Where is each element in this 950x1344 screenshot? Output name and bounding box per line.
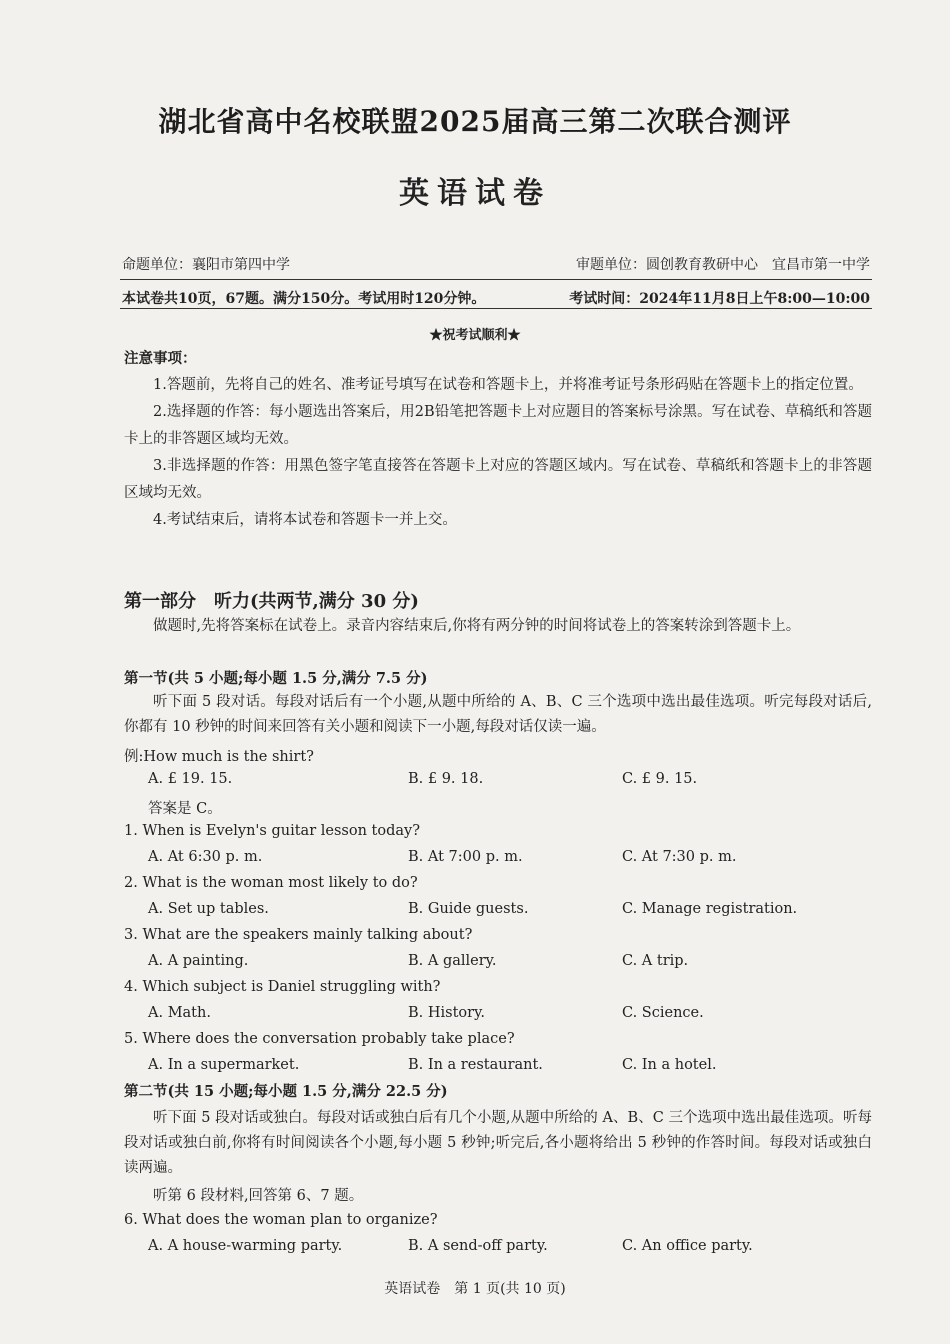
exam-title: 湖北省高中名校联盟2025届高三第二次联合测评 bbox=[158, 105, 792, 138]
question-3: 3. What are the speakers mainly talking about? bbox=[124, 927, 473, 943]
option-b: B. In a restaurant. bbox=[408, 1057, 543, 1073]
notice-list bbox=[124, 372, 872, 534]
section-one-intro: 听下面 5 段对话。每段对话后有一个小题,从题中所给的 A、B、C 三个选项中选出最佳选项。听完每段对话后,你都有 10 秒钟的时间来回答有关小题和阅读下一小题,每段对话仅读一遍。 bbox=[124, 694, 872, 735]
option-b: B. A send-off party. bbox=[408, 1238, 548, 1254]
example-answer-text: 答案是 C。 bbox=[148, 801, 222, 817]
notice-item: 3.非选择题的作答：用黑色签字笔直接答在答题卡上对应的答题区域内。写在试卷、草稿纸和答题卡上的非答题区域均无效。 bbox=[124, 458, 872, 501]
option-c: C. In a hotel. bbox=[622, 1057, 717, 1073]
option-a: A. Math. bbox=[148, 1005, 211, 1021]
option-c: C. A trip. bbox=[622, 953, 689, 969]
question-1-options bbox=[148, 849, 872, 865]
page-footer: 英语试卷 第 1 页(共 10 页) bbox=[384, 1281, 566, 1297]
authorship-row bbox=[122, 254, 870, 274]
question-1: 1. When is Evelyn's guitar lesson today? bbox=[124, 823, 420, 839]
option-b: B. At 7:00 p. m. bbox=[408, 849, 523, 865]
question-3-options bbox=[148, 953, 872, 969]
section-one-heading: 第一节(共 5 小题;每小题 1.5 分,满分 7.5 分) bbox=[124, 670, 428, 687]
question-4-options bbox=[148, 1005, 872, 1021]
option-c: C. Science. bbox=[622, 1005, 704, 1021]
notice-item: 4.考试结束后，请将本试卷和答题卡一并上交。 bbox=[153, 512, 457, 528]
exam-info: 本试卷共10页，67题。满分150分。考试用时120分钟。 bbox=[122, 291, 486, 307]
part-one-heading: 第一部分 听力(共两节,满分 30 分) bbox=[124, 591, 419, 612]
question-5: 5. Where does the conversation probably take place? bbox=[124, 1031, 515, 1047]
option-c: C. An office party. bbox=[622, 1238, 753, 1254]
notice-item: 2.选择题的作答：每小题选出答案后，用2B铅笔把答题卡上对应题目的答案标号涂黑。写在试卷、草稿纸和答题卡上的非答题区域均无效。 bbox=[124, 404, 872, 447]
question-6: 6. What does the woman plan to organize? bbox=[124, 1212, 438, 1228]
option-a: A. Set up tables. bbox=[148, 901, 269, 917]
option-b: B. History. bbox=[408, 1005, 485, 1021]
question-4: 4. Which subject is Daniel struggling with? bbox=[124, 979, 441, 995]
option-a: A. At 6:30 p. m. bbox=[148, 849, 263, 865]
listen-note: 听第 6 段材料,回答第 6、7 题。 bbox=[153, 1188, 364, 1204]
option-a: A. A house-warming party. bbox=[148, 1238, 343, 1254]
example-options bbox=[148, 771, 872, 787]
option-b: B. Guide guests. bbox=[408, 901, 529, 917]
divider-top bbox=[120, 279, 872, 280]
question-6-options bbox=[148, 1238, 872, 1254]
question-2-options bbox=[148, 901, 872, 917]
example-question: 例:How much is the shirt? bbox=[124, 749, 314, 765]
divider-bottom bbox=[120, 308, 872, 309]
option-b: B. £ 9. 18. bbox=[408, 771, 484, 787]
option-a: A. £ 19. 15. bbox=[148, 771, 233, 787]
option-c: C. At 7:30 p. m. bbox=[622, 849, 737, 865]
option-a: A. A painting. bbox=[148, 953, 249, 969]
exam-info-row bbox=[122, 288, 870, 308]
section-two-heading: 第二节(共 15 小题;每小题 1.5 分,满分 22.5 分) bbox=[124, 1083, 448, 1100]
reviewer-unit: 审题单位：圆创教育教研中心 宜昌市第一中学 bbox=[576, 257, 870, 273]
option-b: B. A gallery. bbox=[408, 953, 497, 969]
good-luck-banner: ★祝考试顺利★ bbox=[429, 328, 521, 343]
option-c: C. Manage registration. bbox=[622, 901, 798, 917]
exam-subject-title: 英语试卷 bbox=[399, 176, 551, 211]
proposer-unit: 命题单位：襄阳市第四中学 bbox=[122, 257, 290, 273]
notice-heading: 注意事项： bbox=[124, 350, 197, 367]
exam-time: 考试时间：2024年11月8日上午8:00—10:00 bbox=[569, 291, 870, 307]
question-5-options bbox=[148, 1057, 872, 1073]
example-answer bbox=[148, 797, 872, 818]
notice-item: 1.答题前，先将自己的姓名、准考证号填写在试卷和答题卡上，并将准考证号条形码贴在答题卡上的指定位置。 bbox=[153, 377, 863, 393]
option-c: C. £ 9. 15. bbox=[622, 771, 698, 787]
question-2: 2. What is the woman most likely to do? bbox=[124, 875, 418, 891]
part-one-intro: 做题时,先将答案标在试卷上。录音内容结束后,你将有两分钟的时间将试卷上的答案转涂到答题卡上。 bbox=[153, 618, 801, 634]
option-a: A. In a supermarket. bbox=[148, 1057, 300, 1073]
section-two-intro: 听下面 5 段对话或独白。每段对话或独白后有几个小题,从题中所给的 A、B、C 三个选项中选出最佳选项。听每段对话或独白前,你将有时间阅读各个小题,每小题 5 秒钟;听完后,各小题将给出 5 秒钟的作答时间。每段对话或独白读两遍。 bbox=[124, 1110, 872, 1176]
